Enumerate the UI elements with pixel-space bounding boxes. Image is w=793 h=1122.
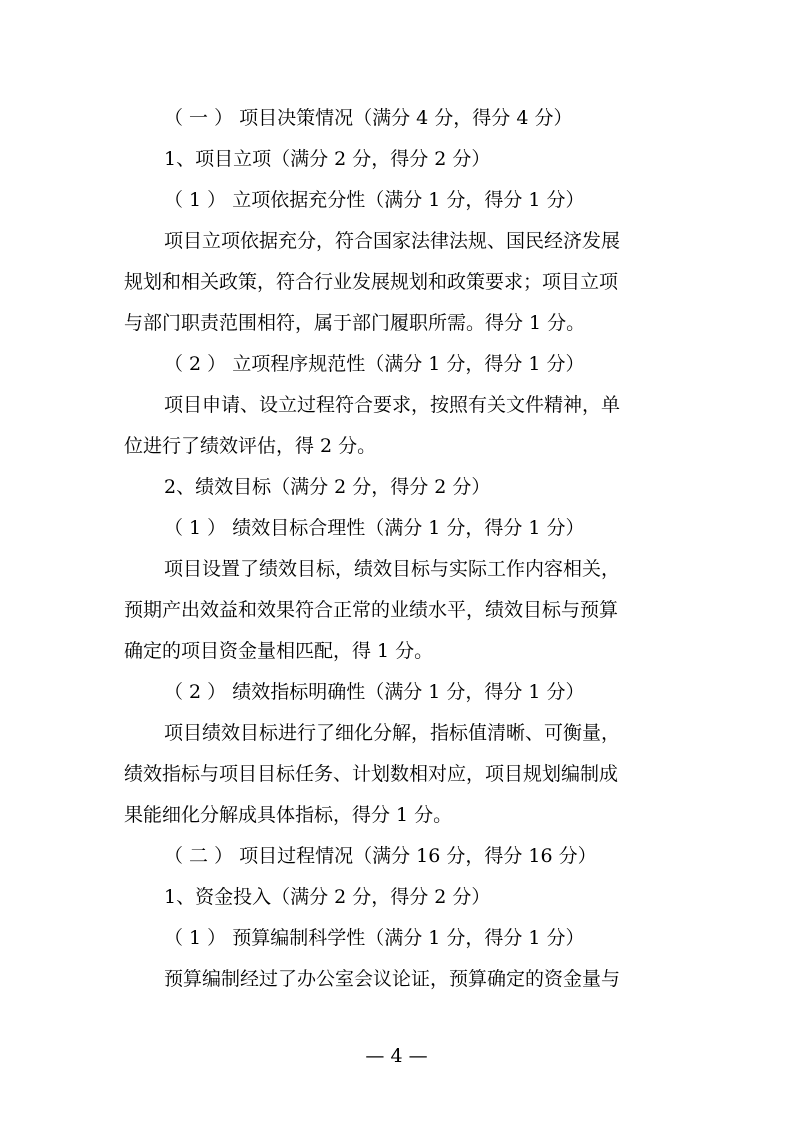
paragraph-line: 确定的项目资金量相匹配，得 1 分。 (124, 640, 434, 662)
item-heading-approval-procedure: （ 2 ） 立项程序规范性（满分 1 分，得分 1 分） (164, 353, 585, 375)
paragraph-line: 与部门职责范围相符，属于部门履职所需。得分 1 分。 (124, 312, 586, 334)
paragraph-line: 绩效指标与项目目标任务、计划数相对应，项目规划编制成 (124, 763, 619, 785)
subsection-heading-fund-input: 1、资金投入（满分 2 分，得分 2 分） (164, 886, 491, 908)
section-heading-project-process: （ 二 ） 项目过程情况（满分 16 分，得分 16 分） (164, 845, 597, 867)
item-heading-budget-science: （ 1 ） 预算编制科学性（满分 1 分，得分 1 分） (164, 927, 585, 949)
item-heading-goal-rationality: （ 1 ） 绩效目标合理性（满分 1 分，得分 1 分） (164, 517, 585, 539)
subsection-heading-performance-goals: 2、绩效目标（满分 2 分，得分 2 分） (164, 476, 491, 498)
subsection-heading-project-approval: 1、项目立项（满分 2 分，得分 2 分） (164, 148, 491, 170)
paragraph-line: 项目申请、设立过程符合要求，按照有关文件精神，单 (164, 394, 621, 416)
paragraph-line: 果能细化分解成具体指标，得分 1 分。 (124, 804, 453, 826)
item-heading-indicator-clarity: （ 2 ） 绩效指标明确性（满分 1 分，得分 1 分） (164, 681, 585, 703)
paragraph-line: 项目绩效目标进行了细化分解，指标值清晰、可衡量， (164, 722, 621, 744)
paragraph-line: 预算编制经过了办公室会议论证，预算确定的资金量与 (164, 968, 621, 990)
paragraph-line: 项目设置了绩效目标，绩效目标与实际工作内容相关， (164, 558, 621, 580)
paragraph-line: 位进行了绩效评估，得 2 分。 (124, 435, 377, 457)
paragraph-line: 预期产出效益和效果符合正常的业绩水平，绩效目标与预算 (124, 599, 619, 621)
page-number: — 4 — (365, 1045, 428, 1067)
paragraph-line: 项目立项依据充分，符合国家法律法规、国民经济发展 (164, 230, 621, 252)
item-heading-approval-basis: （ 1 ） 立项依据充分性（满分 1 分，得分 1 分） (164, 189, 585, 211)
paragraph-line: 规划和相关政策，符合行业发展规划和政策要求；项目立项 (124, 271, 619, 293)
section-heading-project-decision: （ 一 ） 项目决策情况（满分 4 分，得分 4 分） (164, 107, 573, 129)
